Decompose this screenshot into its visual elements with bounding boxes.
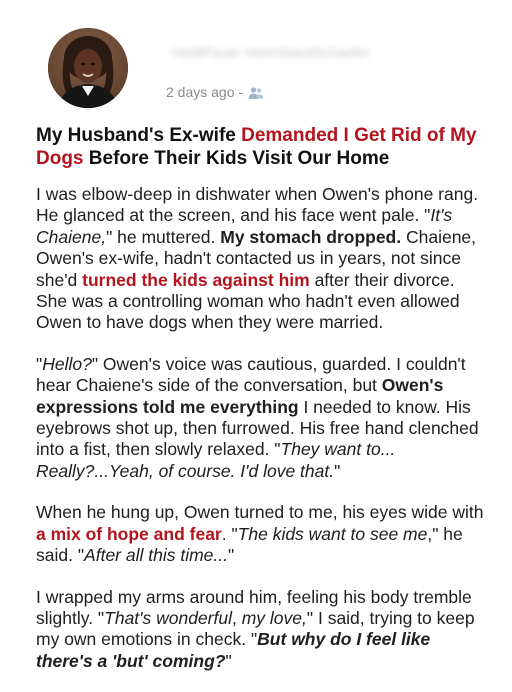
italic-text: That's wonderful: [104, 607, 232, 628]
italic-text: After all this time...: [84, 545, 228, 566]
body-text: Chaiene, Owen's ex-wife, hadn't contacted us in years, not since she'd: [36, 226, 477, 290]
title-highlight: Demanded I Get Rid of My Dogs: [36, 125, 477, 169]
title-text: My Husband's Ex-wife: [36, 125, 242, 146]
body-text: ": [334, 460, 341, 481]
article-body: [36, 184, 490, 692]
italic-text: The kids want to see me: [237, 523, 428, 544]
body-text: . ": [221, 523, 238, 544]
bold-text: My stomach dropped.: [220, 226, 402, 247]
body-text: I was elbow-deep in dishwater when Owen's phone rang. He glanced at the screen, and his face went pale. ": [36, 184, 479, 226]
title-text: Before Their Kids Visit Our Home: [83, 148, 390, 169]
body-text: ": [225, 650, 232, 671]
body-text: after their divorce. She was a controlling woman who hadn't even allowed Owen to have dogs when they were married.: [36, 269, 460, 333]
bold-italic-text: But why do I feel like there's a 'but' coming?: [36, 629, 431, 671]
body-text: " he muttered.: [106, 226, 221, 247]
body-text: When he hung up, Owen turned to me, his eyes wide with: [36, 502, 484, 523]
post-meta: [166, 83, 264, 104]
body-text: ,: [232, 607, 242, 628]
article-paragraph: [36, 354, 490, 482]
author-name[interactable]: HeidiFeuer HeimStandSchaefer: [172, 44, 370, 60]
meta-separator: -: [234, 84, 247, 100]
article-paragraph: [36, 184, 490, 334]
author-avatar-photo: [48, 28, 128, 108]
highlighted-text: turned the kids against him: [82, 269, 310, 290]
highlighted-text: a mix of hope and fear: [36, 523, 222, 544]
body-text: ": [36, 353, 43, 374]
author-avatar[interactable]: [48, 28, 128, 108]
post-timestamp: 2 days ago: [166, 84, 235, 100]
italic-text: It's Chaiene,: [36, 205, 453, 247]
body-text: I wrapped my arms around him, feeling his body tremble slightly. ": [36, 586, 472, 628]
italic-text: They want to... Really?...Yeah, of course. I'd love that.: [36, 439, 396, 481]
body-text: " I said, trying to keep my own emotions in check. ": [36, 607, 475, 650]
italic-text: my love,: [241, 607, 307, 628]
article-paragraph: [36, 502, 490, 566]
article-header: [48, 28, 488, 108]
body-text: I needed to know. His eyebrows shot up, then furrowed. His free hand clenched into a fist, then slowly relaxed. ": [36, 396, 479, 460]
body-text: ," he said. ": [36, 523, 463, 566]
body-text: " Owen's voice was cautious, guarded. I couldn't hear Chaiene's side of the conversation, but: [36, 353, 466, 396]
body-text: ": [227, 545, 235, 566]
article-title: [36, 124, 482, 170]
article-paragraph: [36, 587, 490, 673]
people-icon: [248, 86, 264, 104]
italic-text: Hello?: [42, 353, 92, 374]
bold-text: Owen's expressions told me everything: [36, 375, 444, 417]
